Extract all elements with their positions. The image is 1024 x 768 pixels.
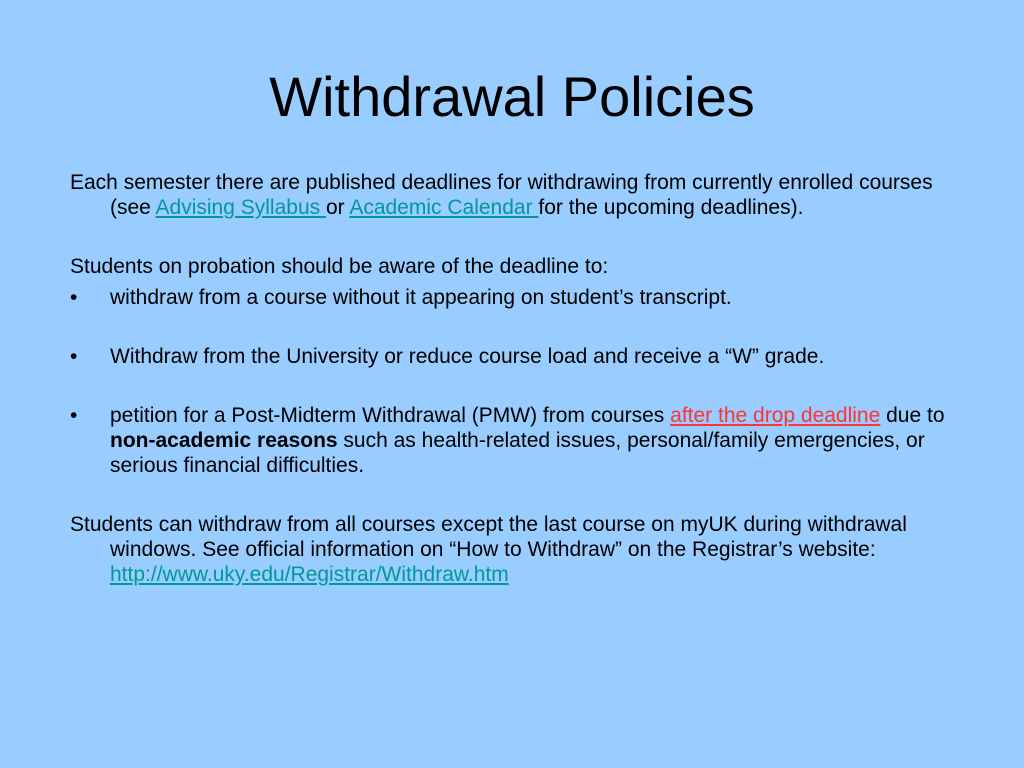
slide-body [70,170,970,587]
withdraw-all-text: Students can withdraw from all courses except the last course on myUK during withdrawal windows. See official information on “How to Withdraw” on the Registrar’s website: [70,513,907,561]
bullet-mark: • [70,404,78,427]
deadlines-text-c: for the upcoming deadlines). [538,196,804,219]
bullet-text-transcript: withdraw from a course without it appearing on student’s transcript. [110,286,732,309]
probation-paragraph: Students on probation should be aware of the deadline to: [70,255,609,278]
bullet-text-pmw [110,403,970,478]
withdraw-all-paragraph [70,512,970,587]
academic-calendar-link[interactable]: Academic Calendar [349,196,539,219]
advising-syllabus-link[interactable]: Advising Syllabus [155,196,326,219]
drop-deadline-link[interactable]: after the drop deadline [670,404,881,427]
pmw-text-a: petition for a Post-Midterm Withdrawal (PMW) from courses [110,404,671,427]
bullet-item-pmw [70,403,970,478]
bullet-mark: • [70,345,78,368]
bullet-item-transcript [70,285,970,310]
pmw-text-c: such as health-related issues, personal/family emergencies, or serious financial difficulties. [110,429,925,477]
slide-title: Withdrawal Policies [269,65,755,128]
deadlines-text-b: or [325,196,350,219]
bullet-mark: • [70,286,78,309]
deadlines-text-a: Each semester there are published deadlines for withdrawing from currently enrolled courses (see [70,171,933,219]
registrar-withdraw-url-link[interactable]: http://www.uky.edu/Registrar/Withdraw.htm [110,563,509,586]
deadlines-paragraph [70,170,970,220]
pmw-text-b: due to [880,404,945,427]
bullet-text-university-withdraw: Withdraw from the University or reduce course load and receive a “W” grade. [110,345,825,368]
bullet-item-university-withdraw [70,344,970,369]
non-academic-reasons-bold: non-academic reasons [110,429,338,452]
